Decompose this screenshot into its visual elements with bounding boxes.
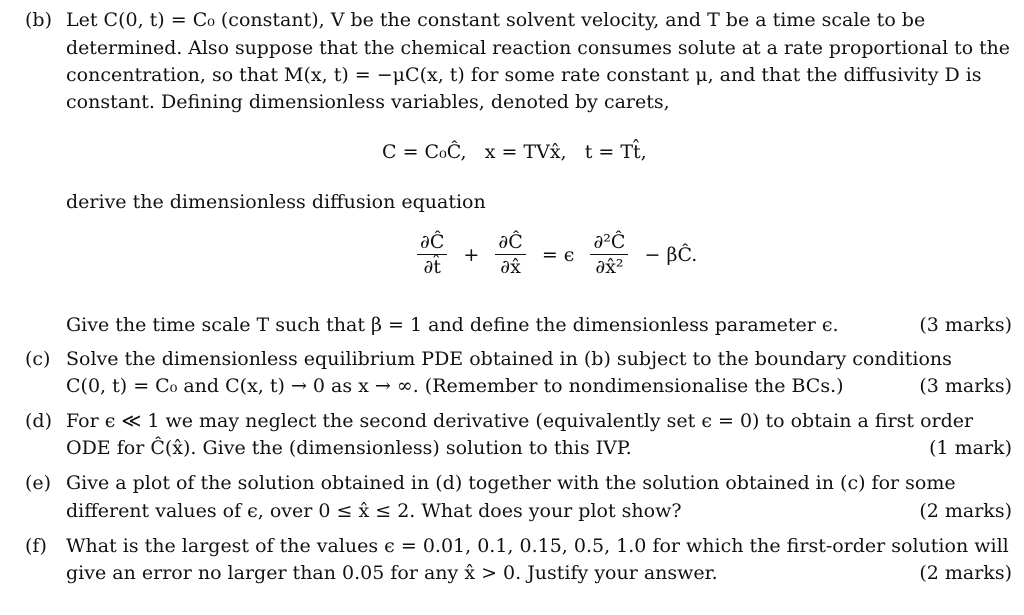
part-e-marks: (2 marks) [919, 500, 1012, 522]
part-e-line-1: Give a plot of the solution obtained in (d) together with the solution obtained in (c) for some [66, 472, 956, 494]
term2-denominator: ∂x̂ [500, 256, 521, 278]
diffusion-term [590, 230, 628, 279]
part-c-line-1: Solve the dimensionless equilibrium PDE obtained in (b) subject to the boundary conditions [66, 348, 952, 370]
term3-denominator: ∂x̂² [595, 256, 624, 278]
part-b-line-3: concentration, so that M(x, t) = −μC(x, t) for some rate constant μ, and that the diffusivity D is [66, 64, 982, 86]
part-b-marks: (3 marks) [919, 314, 1012, 336]
part-c-line-2: C(0, t) = C₀ and C(x, t) → 0 as x → ∞. (Remember to nondimensionalise the BCs.) [66, 375, 844, 397]
part-f-label: (f) [25, 535, 47, 557]
part-d-line-2: ODE for Ĉ(x̂). Give the (dimensionless) solution to this IVP. [66, 437, 632, 459]
part-d-marks: (1 mark) [929, 437, 1012, 459]
part-c-marks: (3 marks) [919, 375, 1012, 397]
equals-epsilon: = ϵ [541, 243, 575, 266]
part-f-marks: (2 marks) [919, 562, 1012, 584]
part-d-line-1: For ϵ ≪ 1 we may neglect the second derivative (equivalently set ϵ = 0) to obtain a first order [66, 410, 974, 432]
part-f-line-2: give an error no larger than 0.05 for any x̂ > 0. Justify your answer. [66, 562, 718, 584]
derive-text: derive the dimensionless diffusion equation [66, 191, 486, 213]
time-derivative-term [417, 230, 447, 279]
term3-numerator: ∂²Ĉ [590, 230, 628, 255]
diffusion-equation [413, 230, 703, 279]
part-e-label: (e) [25, 472, 52, 494]
part-e-line-2: different values of ϵ, over 0 ≤ x̂ ≤ 2. What does your plot show? [66, 500, 682, 522]
part-d-label: (d) [25, 410, 52, 432]
scaling-equation: C = C₀Ĉ, x = TVx̂, t = Tt̂, [382, 141, 647, 163]
part-b-line-4: constant. Defining dimensionless variables, denoted by carets, [66, 91, 670, 113]
part-c-label: (c) [25, 348, 51, 370]
part-b-final-line: Give the time scale T such that β = 1 and define the dimensionless parameter ϵ. [66, 314, 839, 336]
term1-denominator: ∂t̂ [423, 256, 441, 278]
part-b-line-1: Let C(0, t) = C₀ (constant), V be the constant solvent velocity, and T be a time scale to be [66, 9, 926, 31]
part-b-line-2: determined. Also suppose that the chemical reaction consumes solute at a rate proportional to the [66, 37, 1010, 59]
part-f-line-1: What is the largest of the values ϵ = 0.01, 0.1, 0.15, 0.5, 1.0 for which the first-order solution will [66, 535, 1009, 557]
reaction-term: − βĈ. [644, 243, 698, 266]
advection-term [495, 230, 525, 279]
term2-numerator: ∂Ĉ [495, 230, 525, 255]
part-b-label: (b) [25, 9, 52, 31]
term1-numerator: ∂Ĉ [417, 230, 447, 255]
plus-operator: + [463, 243, 480, 266]
